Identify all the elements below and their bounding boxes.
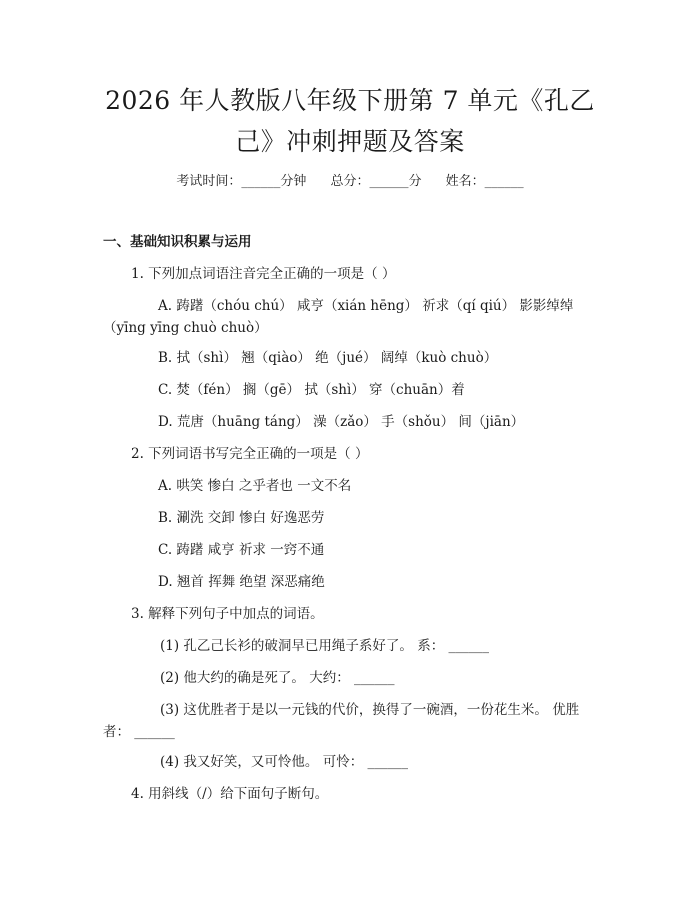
question-1-option-b: B. 拭（shì） 翘（qiào） 绝（jué） 阔绰（kuò chuò） <box>158 350 498 366</box>
question-1-stem: 1. 下列加点词语注音完全正确的一项是（ ） <box>131 266 396 282</box>
total-score: 总分：______分 <box>330 174 422 189</box>
question-3-sub-3-continued: 者： ______ <box>103 724 175 740</box>
question-1-option-c: C. 焚（fén） 搁（gē） 拭（shì） 穿（chuān）着 <box>158 382 465 398</box>
document-title <box>70 80 630 162</box>
question-1-option-d: D. 荒唐（huāng táng） 澡（zǎo） 手（shǒu） 间（jiān） <box>158 414 525 430</box>
question-2-option-a: A. 哄笑 惨白 之乎者也 一文不名 <box>158 478 352 494</box>
exam-time: 考试时间：______分钟 <box>176 174 307 189</box>
question-4-stem: 4. 用斜线（/）给下面句子断句。 <box>131 786 329 802</box>
question-3-sub-1: (1) 孔乙己长衫的破洞早已用绳子系好了。 系： ______ <box>160 638 489 654</box>
question-2-stem: 2. 下列词语书写完全正确的一项是（ ） <box>131 446 369 462</box>
question-1-option-a: A. 踌躇（chóu chú） 咸亨（xián hēng） 祈求（qí qiú） 影影绰绰 <box>158 298 574 314</box>
question-2-option-d: D. 翘首 挥舞 绝望 深恶痛绝 <box>158 574 325 590</box>
title-line-2: 己》冲刺押题及答案 <box>235 127 465 156</box>
question-2-option-b: B. 涮洗 交卸 惨白 好逸恶劳 <box>158 510 325 526</box>
question-3-sub-3: (3) 这优胜者于是以一元钱的代价，换得了一碗酒，一份花生米。 优胜 <box>160 702 580 718</box>
question-3-sub-4: (4) 我又好笑，又可怜他。 可怜： ______ <box>160 754 408 770</box>
question-1-option-a-continued: （yīng yīng chuò chuò） <box>103 320 268 336</box>
question-3-stem: 3. 解释下列句子中加点的词语。 <box>131 606 324 622</box>
question-2-option-c: C. 踌躇 咸亨 祈求 一窍不通 <box>158 542 325 558</box>
exam-meta <box>0 170 700 189</box>
question-3-sub-2: (2) 他大约的确是死了。 大约： ______ <box>160 670 395 686</box>
title-line-1: 2026 年人教版八年级下册第 7 单元《孔乙 <box>105 86 595 115</box>
student-name: 姓名：______ <box>445 174 524 189</box>
section-heading: 一、基础知识积累与运用 <box>103 234 252 250</box>
